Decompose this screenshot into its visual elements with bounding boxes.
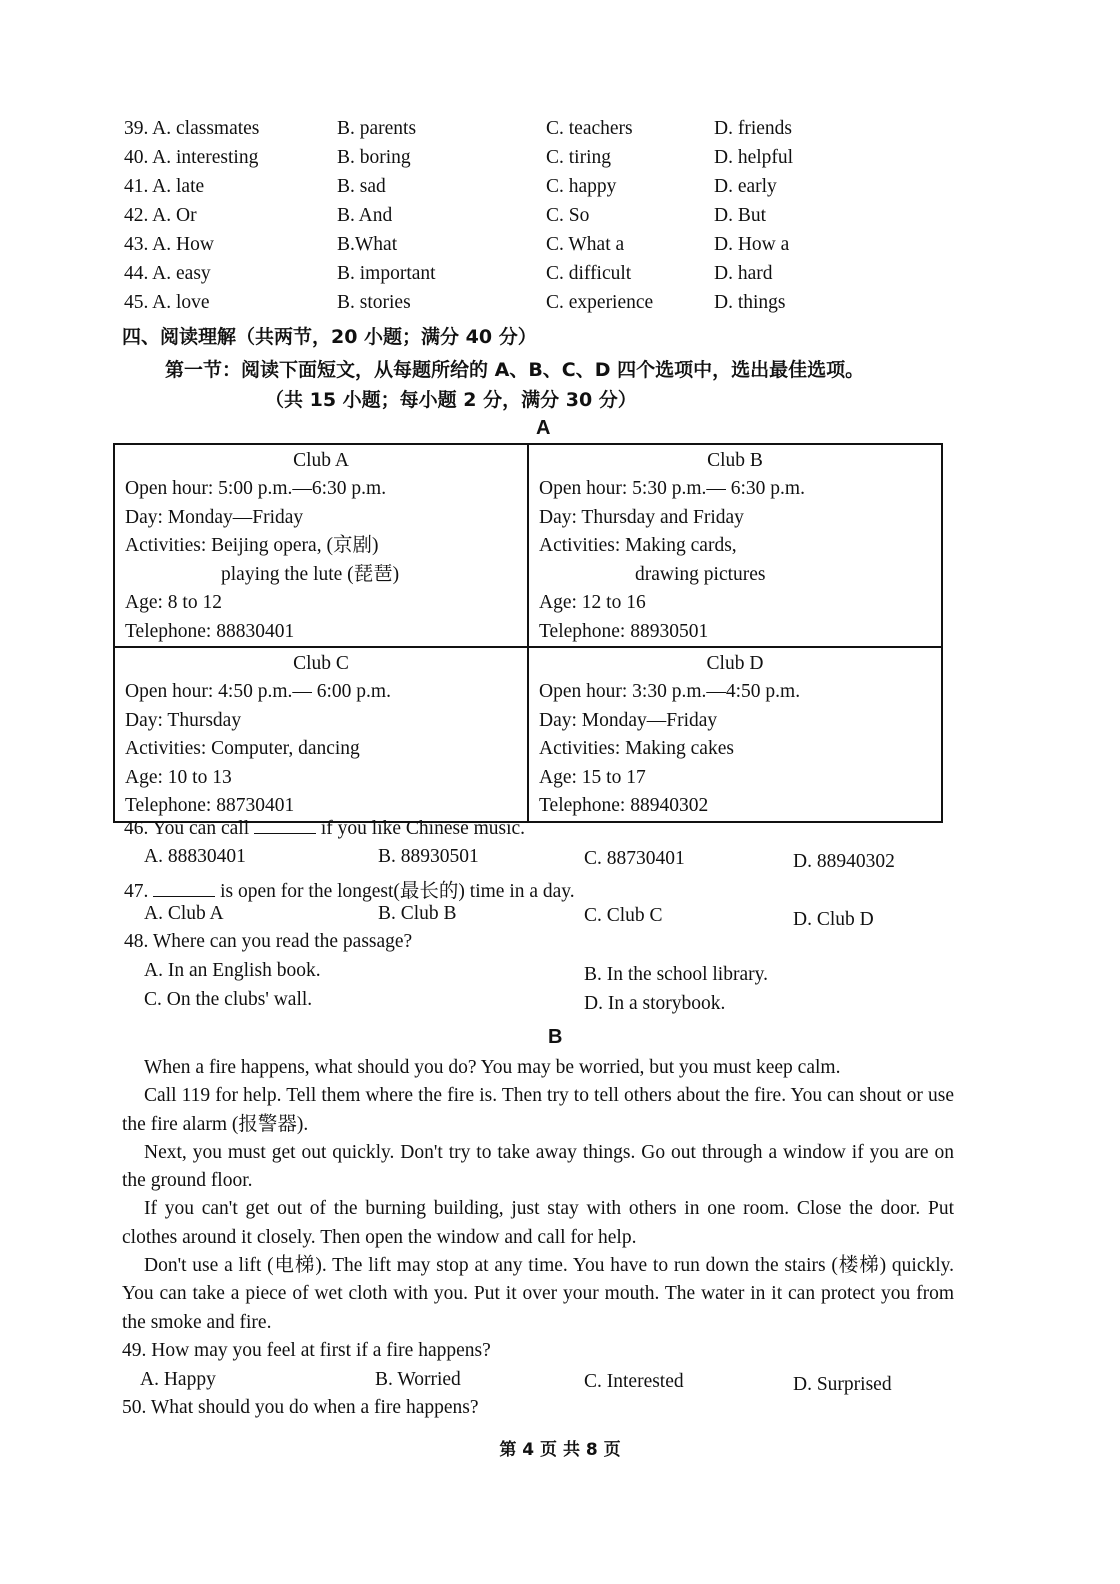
option-c: C. happy [546,176,617,197]
option-b: B. parents [337,118,417,139]
option-a: 41. A. late [124,176,205,197]
club-open-hour: Open hour: 3:30 p.m.—4:50 p.m. [539,681,801,702]
q47-option-a: A. Club A [144,903,224,924]
club-cell-c [114,647,528,822]
table-row [114,444,942,647]
question-47-pre: 47. [124,881,149,902]
page-footer: 第 4 页 共 8 页 [499,1440,621,1460]
option-row-42 [124,205,884,234]
club-day: Day: Monday—Friday [125,506,304,528]
q48-option-b: B. In the school library. [584,964,768,985]
club-table [113,443,943,823]
passage-a-label: A [536,417,551,439]
question-46-post: if you like Chinese music. [320,818,526,839]
question-47-post: is open for the longest(最长的) time in a day. [220,881,575,902]
club-age: Age: 8 to 12 [125,592,222,613]
question-49: 49. How may you feel at first if a fire happens? [122,1340,491,1361]
paragraph: Call 119 for help. Tell them where the fire is. Then try to tell others about the fire. You can shout or use the fire alarm (报警器). [122,1085,954,1135]
option-row-40 [124,147,884,176]
option-d: D. How a [714,234,790,255]
passage-b-label: B [548,1026,563,1048]
option-c: C. tiring [546,147,612,168]
part1-instruction: 第一节：阅读下面短文，从每题所给的 A、B、C、D 四个选项中，选出最佳选项。 [165,359,865,381]
q47-option-b: B. Club B [378,903,457,924]
option-a: 45. A. love [124,292,210,313]
question-46-pre: 46. You can call [124,818,250,839]
option-d: D. friends [714,118,792,139]
q46-option-c: C. 88730401 [584,848,685,869]
answer-blank [153,880,215,897]
option-d: D. But [714,205,767,226]
question-47 [124,875,575,903]
option-c: C. teachers [546,118,633,139]
q48-option-d: D. In a storybook. [584,993,726,1014]
paragraph: If you can't get out of the burning building, just stay with others in one room. Close the door. Put clothes around it closely. Then open the window and call for help. [122,1198,954,1248]
option-b: B. And [337,205,393,226]
club-open-hour: Open hour: 4:50 p.m.— 6:00 p.m. [125,681,391,702]
option-d: D. things [714,292,786,313]
answer-blank [254,817,316,834]
question-50: 50. What should you do when a fire happens? [122,1397,479,1418]
q47-option-d: D. Club D [793,909,874,930]
q48-option-a: A. In an English book. [144,960,321,981]
option-row-39 [124,118,884,147]
club-activities-cont: drawing pictures [635,563,766,585]
club-day: Day: Monday—Friday [539,709,718,731]
club-age: Age: 12 to 16 [539,592,646,613]
option-c: C. difficult [546,263,632,284]
option-b: B.What [337,234,398,255]
club-name: Club D [706,653,764,674]
option-row-41 [124,176,884,205]
paragraph: Next, you must get out quickly. Don't try to take away things. Go out through a window if you are on the ground floor. [122,1141,954,1192]
club-cell-a [114,444,528,647]
q49-option-b: B. Worried [375,1369,461,1390]
option-a: 40. A. interesting [124,147,259,168]
option-b: B. stories [337,292,411,313]
club-day: Day: Thursday and Friday [539,506,744,528]
paragraph: When a fire happens, what should you do? You may be worried, but you must keep calm. [144,1057,841,1078]
q48-option-c: C. On the clubs' wall. [144,989,313,1010]
option-d: D. helpful [714,147,794,168]
q49-option-c: C. Interested [584,1371,684,1392]
option-c: C. So [546,205,590,226]
q49-option-a: A. Happy [140,1369,216,1390]
q46-option-a: A. 88830401 [144,846,246,867]
option-d: D. hard [714,263,773,284]
club-name: Club A [293,450,349,471]
option-row-45 [124,292,884,321]
club-telephone: Telephone: 88830401 [125,620,295,642]
passage-b-text [122,1054,954,1337]
club-activities-cont: playing the lute (琵琶) [221,563,400,585]
option-b: B. sad [337,176,386,197]
q49-option-d: D. Surprised [793,1374,892,1395]
option-c: C. experience [546,292,654,313]
club-age: Age: 10 to 13 [125,766,232,788]
club-telephone: Telephone: 88730401 [125,795,295,816]
club-activities: Activities: Making cards, [539,535,737,556]
option-a: 42. A. Or [124,205,197,226]
club-telephone: Telephone: 88930501 [539,620,709,642]
table-row [114,647,942,822]
club-open-hour: Open hour: 5:30 p.m.— 6:30 p.m. [539,478,805,499]
q46-option-d: D. 88940302 [793,851,895,872]
option-c: C. What a [546,234,625,255]
q47-option-c: C. Club C [584,905,663,926]
section-heading: 四、阅读理解（共两节，20 小题；满分 40 分） [122,326,537,348]
option-row-43 [124,234,884,263]
option-a: 43. A. How [124,234,214,255]
part1-points: （共 15 小题；每小题 2 分，满分 30 分） [265,389,637,411]
club-name: Club C [293,653,349,674]
club-cell-d [528,647,942,822]
option-b: B. boring [337,147,411,168]
question-48: 48. Where can you read the passage? [124,931,413,952]
club-age: Age: 15 to 17 [539,766,646,788]
option-d: D. early [714,176,777,197]
club-day: Day: Thursday [125,709,242,731]
q46-option-b: B. 88930501 [378,846,479,867]
question-46 [124,817,525,840]
club-open-hour: Open hour: 5:00 p.m.—6:30 p.m. [125,478,387,499]
option-a: 39. A. classmates [124,118,260,139]
option-a: 44. A. easy [124,263,211,284]
club-telephone: Telephone: 88940302 [539,795,709,816]
option-b: B. important [337,263,436,284]
paragraph: Don't use a lift (电梯). The lift may stop at any time. You have to run down the stairs (楼梯) quickly. You can take a piece of wet cloth with you. Put it over your mouth. The water in it can protect you from the smoke and fire. [122,1255,954,1333]
club-activities: Activities: Beijing opera, (京剧) [125,535,379,556]
club-activities: Activities: Computer, dancing [125,738,360,759]
club-name: Club B [707,450,763,471]
option-row-44 [124,263,884,292]
club-activities: Activities: Making cakes [539,738,734,759]
club-cell-b [528,444,942,647]
